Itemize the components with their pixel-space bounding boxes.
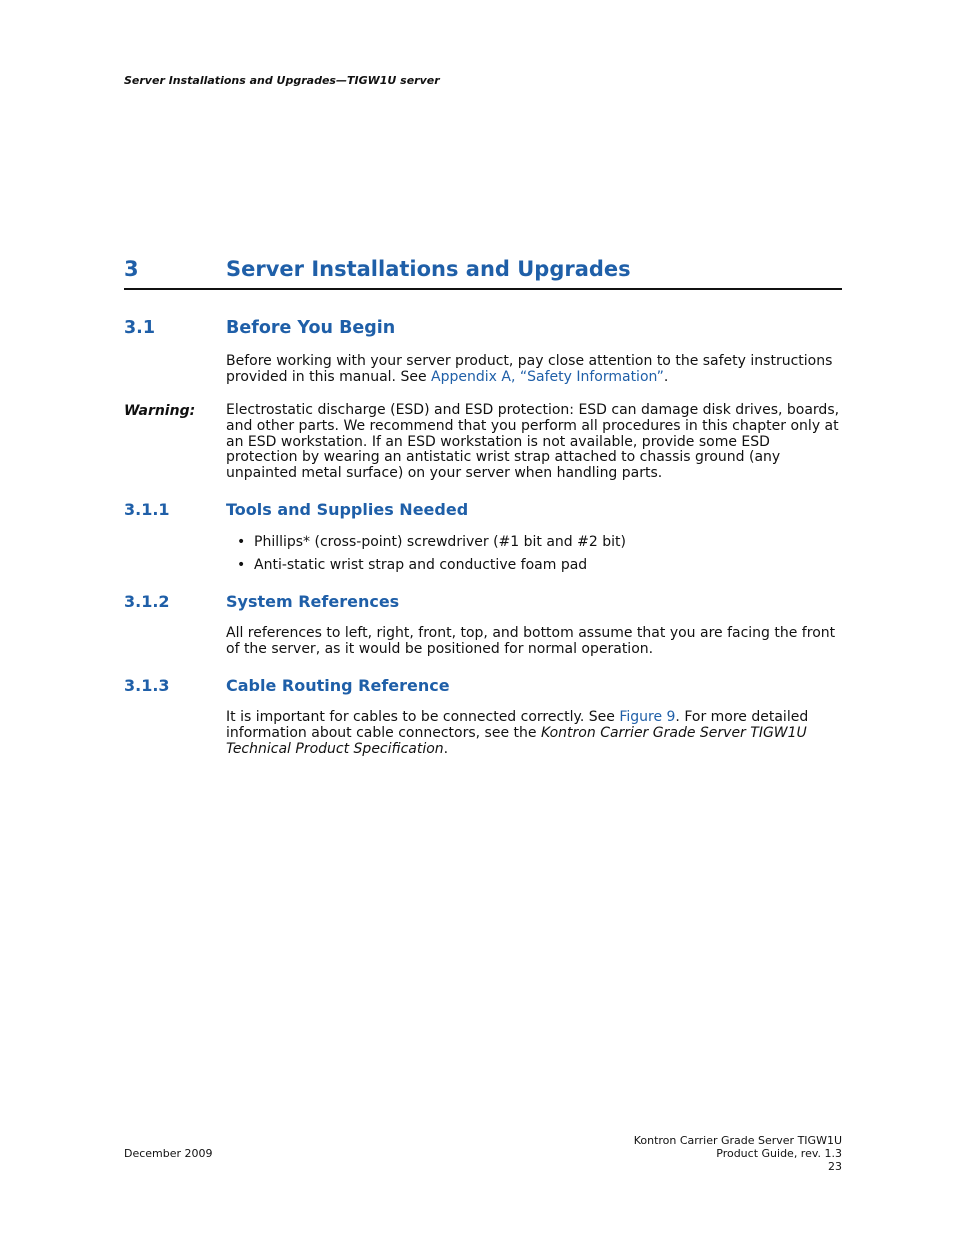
footer-product-info	[634, 1134, 842, 1173]
list-item	[226, 557, 842, 580]
footer-guide-line: Product Guide, rev. 1.3	[716, 1147, 842, 1160]
chapter-title: Server Installations and Upgrades	[226, 257, 631, 281]
paragraph-text: .	[663, 368, 669, 385]
section-title: Cable Routing Reference	[226, 676, 450, 695]
paragraph-text: Before working with your server product, pay close attention to the safety instructions provided in this manual. See	[226, 353, 833, 385]
figure-9-link[interactable]: Figure 9	[619, 709, 676, 725]
cable-routing-paragraph	[226, 710, 842, 757]
section-number: 3.1.3	[124, 676, 170, 695]
paragraph-text: .	[443, 740, 449, 757]
section-number: 3.1	[124, 318, 156, 338]
list-item-text: Phillips* (cross-point) screwdriver (#1 bit and #2 bit)	[254, 534, 626, 550]
paragraph-text: . For more detailed information about cable connectors, see the	[226, 709, 809, 741]
document-title-reference: Kontron Carrier Grade Server TIGW1U Technical Product Specification	[226, 724, 807, 757]
section-title: System References	[226, 592, 400, 611]
bullet-icon: •	[237, 557, 246, 573]
before-you-begin-paragraph	[226, 354, 842, 386]
system-references-paragraph: All references to left, right, front, top, and bottom assume that you are facing the front of the server, as it would be positioned for normal operation.	[226, 625, 836, 657]
paragraph-text: It is important for cables to be connected correctly. See	[226, 709, 620, 725]
section-title: Tools and Supplies Needed	[226, 500, 469, 519]
page-number: 23	[828, 1160, 842, 1173]
footer-product-line: Kontron Carrier Grade Server TIGW1U	[633, 1134, 842, 1147]
section-number: 3.1.2	[124, 592, 170, 611]
chapter-heading	[124, 257, 842, 290]
list-item-text: Anti-static wrist strap and conductive foam pad	[254, 557, 588, 573]
footer-date: December 2009	[124, 1147, 213, 1160]
section-number: 3.1.1	[124, 500, 170, 519]
bullet-icon: •	[237, 534, 246, 550]
tools-list	[226, 534, 842, 580]
chapter-number: 3	[124, 257, 139, 281]
warning-text: Electrostatic discharge (ESD) and ESD protection: ESD can damage disk drives, boards, and other parts. We recommend that you perform all procedures in this chapter only at an ESD workstation. If an ESD workstation is not available, provide some ESD protection by wearing an antistatic wrist strap attached to chassis ground (any unpainted metal surface) on your server when handling parts.	[226, 402, 840, 482]
list-item	[226, 534, 842, 557]
appendix-a-link[interactable]: Appendix A, “Safety Information”	[431, 368, 664, 385]
running-header: Server Installations and Upgrades—TIGW1U server	[124, 74, 440, 87]
section-title: Before You Begin	[226, 318, 396, 338]
warning-label: Warning:	[124, 403, 196, 419]
